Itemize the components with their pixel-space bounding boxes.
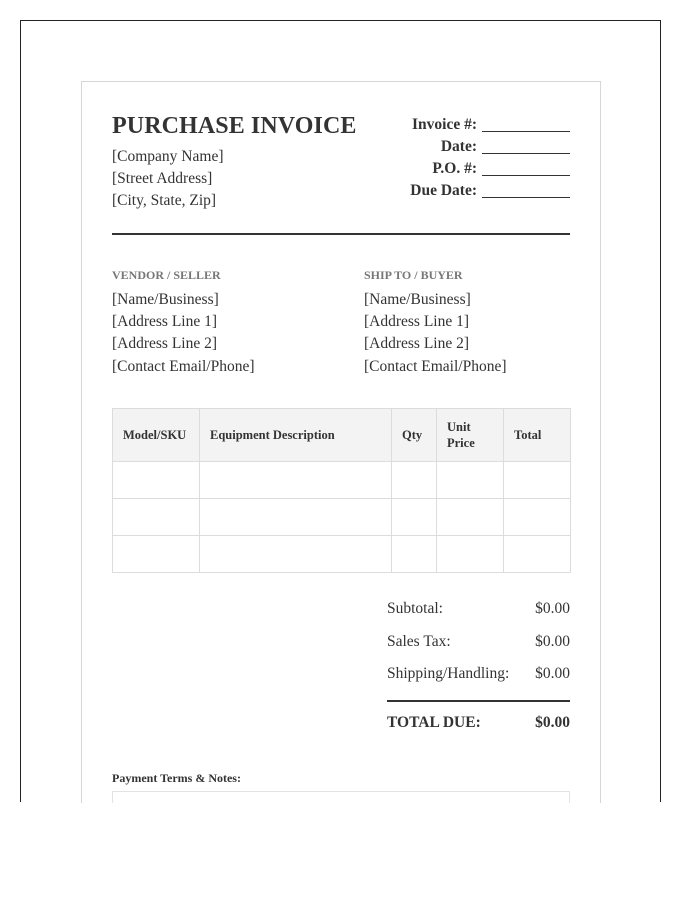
invoice-document <box>81 81 601 803</box>
sales-tax-label: Sales Tax: <box>387 633 451 650</box>
table-row <box>113 462 571 499</box>
table-cell[interactable] <box>113 536 200 573</box>
company-name: [Company Name] <box>112 148 224 165</box>
table-cell[interactable] <box>392 499 437 536</box>
due-date-field[interactable] <box>410 178 570 200</box>
invoice-number-blank[interactable] <box>482 130 570 132</box>
table-row <box>113 499 571 536</box>
header-divider <box>112 233 570 235</box>
po-number-label: P.O. #: <box>432 160 477 177</box>
vendor-address-line-1: [Address Line 1] <box>112 313 218 330</box>
column-header-unit-price: Unit Price <box>437 409 504 462</box>
invoice-date-label: Date: <box>440 138 477 155</box>
ship-to-name: [Name/Business] <box>364 291 471 308</box>
ship-to-contact: [Contact Email/Phone] <box>364 358 507 375</box>
due-date-label: Due Date: <box>410 182 477 199</box>
table-cell[interactable] <box>504 536 571 573</box>
table-cell[interactable] <box>437 536 504 573</box>
invoice-date-blank[interactable] <box>482 152 570 154</box>
table-cell[interactable] <box>200 462 392 499</box>
column-header-qty: Qty <box>392 409 437 462</box>
vendor-contact: [Contact Email/Phone] <box>112 358 255 375</box>
vendor-name: [Name/Business] <box>112 291 219 308</box>
subtotal-value: $0.00 <box>535 600 570 617</box>
shipping-handling-label: Shipping/Handling: <box>387 665 510 682</box>
ship-to-heading: SHIP TO / BUYER <box>364 268 463 282</box>
company-city-state-zip: [City, State, Zip] <box>112 192 217 209</box>
table-header-row <box>113 409 571 462</box>
table-cell[interactable] <box>200 536 392 573</box>
table-cell[interactable] <box>437 499 504 536</box>
table-cell[interactable] <box>113 499 200 536</box>
table-row <box>113 536 571 573</box>
company-street-address: [Street Address] <box>112 170 213 187</box>
vendor-heading: VENDOR / SELLER <box>112 268 221 282</box>
shipping-handling-value: $0.00 <box>535 665 570 682</box>
po-number-blank[interactable] <box>482 174 570 176</box>
invoice-title: PURCHASE INVOICE <box>112 113 357 139</box>
table-cell[interactable] <box>504 499 571 536</box>
line-items-table <box>112 408 571 573</box>
table-cell[interactable] <box>392 462 437 499</box>
total-due-label: TOTAL DUE: <box>387 714 481 731</box>
payment-terms-box[interactable] <box>112 791 570 803</box>
table-cell[interactable] <box>392 536 437 573</box>
ship-to-address-line-2: [Address Line 2] <box>364 335 470 352</box>
table-cell[interactable] <box>113 462 200 499</box>
column-header-description: Equipment Description <box>200 409 392 462</box>
po-number-field[interactable] <box>432 156 570 178</box>
sales-tax-value: $0.00 <box>535 633 570 650</box>
invoice-number-label: Invoice #: <box>411 116 477 133</box>
invoice-date-field[interactable] <box>441 134 570 156</box>
table-cell[interactable] <box>437 462 504 499</box>
subtotal-label: Subtotal: <box>387 600 443 617</box>
invoice-number-field[interactable] <box>412 112 570 134</box>
payment-terms-label: Payment Terms & Notes: <box>112 771 241 785</box>
vendor-address-line-2: [Address Line 2] <box>112 335 218 352</box>
column-header-model-sku: Model/SKU <box>113 409 200 462</box>
total-divider <box>387 700 570 702</box>
ship-to-address-line-1: [Address Line 1] <box>364 313 470 330</box>
table-cell[interactable] <box>200 499 392 536</box>
column-header-total: Total <box>504 409 571 462</box>
due-date-blank[interactable] <box>482 196 570 198</box>
total-due-value: $0.00 <box>535 714 570 731</box>
table-cell[interactable] <box>504 462 571 499</box>
